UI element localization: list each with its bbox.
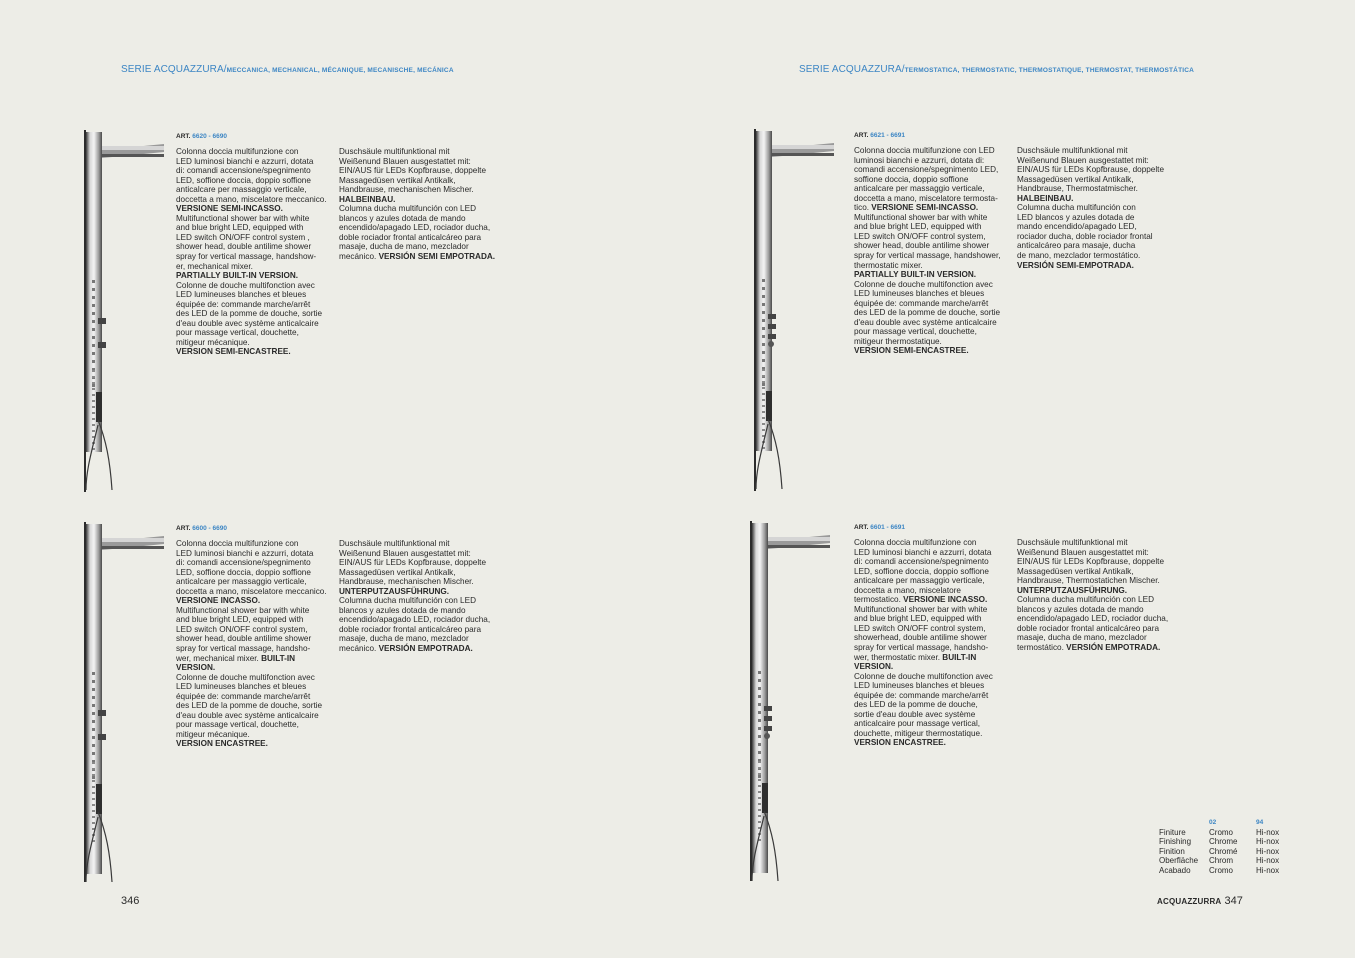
version-label: VERSIÓN EMPOTRADA. xyxy=(378,644,473,654)
page-header xyxy=(799,64,1194,75)
finish-label: Finition xyxy=(1159,846,1185,856)
finish-value: Cromo xyxy=(1209,827,1234,837)
shower-column-image xyxy=(84,522,174,887)
version-label: VERSION ENCASTREE. xyxy=(854,738,946,748)
product-block xyxy=(84,130,684,500)
art-code: 6621 - 6691 xyxy=(870,132,905,139)
art-code: 6600 - 6690 xyxy=(192,525,227,532)
finish-codes-row xyxy=(1159,818,1279,828)
series-subtitle: MECCANICA, MECHANICAL, MÉCANIQUE, MECANISCHE, MECÁNICA xyxy=(226,67,454,74)
description-column-1 xyxy=(176,539,336,749)
art-label: ART. xyxy=(854,524,869,531)
description-text: Colonne de douche multifonction avec LED lumineuses blanches et bleues équipée de: commande marche/arrêt des LED de la pomme de douche, sortie d'eau double avec système anticalcaire pour massage vertical, douchette, mitigeur mécanique. xyxy=(176,280,323,347)
finish-code: 02 xyxy=(1209,819,1217,826)
product-block xyxy=(84,522,684,892)
finish-label: Oberfläche xyxy=(1159,856,1199,866)
finish-row xyxy=(1159,847,1279,857)
series-subtitle: TERMOSTATICA, THERMOSTATIC, THERMOSTATIQUE, THERMOSTAT, THERMOSTÁTICA xyxy=(904,67,1195,74)
version-label: VERSIONE SEMI-INCASSO. xyxy=(871,203,979,213)
version-label: UNTERPUTZAUSFÜHRUNG. xyxy=(339,586,450,596)
page-footer xyxy=(1157,895,1243,907)
finish-row xyxy=(1159,837,1279,847)
version-label: VERSIÓN EMPOTRADA. xyxy=(1066,643,1161,653)
finish-label: Finiture xyxy=(1159,827,1186,837)
finish-row xyxy=(1159,856,1279,866)
description-text: Multifunctional shower bar with white and blue bright LED, equipped with LED switch ON/OFF control system, showerhead, double antilime shower spray for vertical massage, handsho- wer, thermostatic mixer. xyxy=(854,604,989,662)
description-text: Colonna doccia multifunzione con LED luminosi bianchi e azzurri, dotata di: comandi accensione/spegnimento LED, soffione doccia, doppio soffione anticalcare per massaggio verticale, doccetta a mano, miscelatore termostatico. xyxy=(854,538,992,605)
page-number: 347 xyxy=(1224,895,1243,907)
finish-value: Chromé xyxy=(1209,846,1238,856)
brand-name: ACQUAZZURRA xyxy=(1157,897,1222,906)
description-text: Duschsäule multifunktional mit Weißenund Blauen ausgestattet mit: EIN/AUS für LEDs Kopfbrause, doppelte Massagedüsen vertikal Antikalk, Handbrause, mechanischen Mischer. xyxy=(339,147,486,195)
art-label: ART. xyxy=(176,525,191,532)
description-text: Colonna doccia multifunzione con LED luminosi bianchi e azzurri, dotata di: comandi accensione/spegnimento LED, soffione doccia, doppio soffione anticalcare per massaggio verticale, doccetta a mano, miscelatore meccanico. xyxy=(176,539,327,596)
description-column-1 xyxy=(854,146,1019,356)
description-column-2 xyxy=(339,539,509,654)
version-label: VERSIONE SEMI-INCASSO. xyxy=(176,204,283,214)
article-number xyxy=(176,525,227,532)
description-text: Colonne de douche multifonction avec LED lumineuses blanches et bleues équipée de: commande marche/arrêt des LED de la pomme de douche, sortie d'eau double avec système anticalcaire pour massage vertical, douchette, mitigeur thermostatique. xyxy=(854,671,993,738)
page-number: 346 xyxy=(121,895,140,907)
finish-value: Cromo xyxy=(1209,865,1234,875)
version-label: HALBEINBAU. xyxy=(339,194,396,204)
version-label: BUILT-IN VERSION. xyxy=(854,652,977,672)
version-label: VERSIÓN SEMI-EMPOTRADA. xyxy=(1017,260,1134,270)
version-label: VERSION SEMI-ENCASTREE. xyxy=(176,347,291,357)
shower-column-image xyxy=(84,130,174,495)
right-page xyxy=(678,0,1355,958)
version-label: VERSION ENCASTREE. xyxy=(176,739,268,749)
description-text: Multifunctional shower bar with white and blue bright LED, equipped with LED switch ON/OFF control system, shower head, double antilime shower spray for vertical massage, handshower, thermostatic mixer. xyxy=(854,212,1001,270)
description-text: Colonna doccia multifunzione con LED luminosi bianchi e azzurri, dotata di: comandi accensione/spegnimento LED, soffione doccia, doppio soffione anticalcare per massaggio verticale, doccetta a mano, miscelatore meccanico. xyxy=(176,147,327,204)
art-code: 6620 - 6690 xyxy=(192,133,227,140)
finish-label: Finishing xyxy=(1159,837,1192,847)
product-block xyxy=(754,129,1354,499)
version-label: PARTIALLY BUILT-IN VERSION. xyxy=(176,271,299,281)
description-column-2 xyxy=(1017,538,1187,653)
version-label: HALBEINBAU. xyxy=(1017,193,1074,203)
finish-value: Hi-nox xyxy=(1256,846,1280,856)
art-label: ART. xyxy=(176,133,191,140)
finish-row xyxy=(1159,866,1279,876)
finish-label: Acabado xyxy=(1159,865,1191,875)
description-text: Multifunctional shower bar with white and blue bright LED, equipped with LED switch ON/OFF control system , shower head, double antilime shower spray for vertical massage, handshow- er, mechanical mixer. xyxy=(176,213,317,271)
series-title: SERIE ACQUAZZURA/ xyxy=(121,64,227,75)
finish-code: 94 xyxy=(1256,819,1264,826)
description-text: Duschsäule multifunktional mit Weißenund Blauen ausgestattet mit: EIN/AUS für LEDs Kopfbrause, doppelte Massagedüsen vertikal Antikalk, Handbrause, Thermostatmischer. xyxy=(1017,146,1164,194)
version-label: VERSIONE INCASSO. xyxy=(176,596,261,606)
description-text: Columna ducha multifunción con LED blancos y azules dotada de mando encendido/apagado LED, rociador ducha, doble rociador frontal anticalcáreo para masaje, ducha de mano, mezclador mecánico. xyxy=(339,204,491,262)
description-column-1 xyxy=(176,147,336,357)
version-label: VERSIÓN SEMI EMPOTRADA. xyxy=(378,252,496,262)
shower-column-image xyxy=(750,521,840,886)
finish-value: Chrome xyxy=(1209,837,1238,847)
description-text: Columna ducha multifunción con LED blancos y azules dotada de mando encendido/apagado LED, rociador ducha, doble rociador frontal anticalcáreo para masaje, ducha de mano, mezclador termostático. xyxy=(1017,595,1169,653)
page-header xyxy=(121,64,454,75)
version-label: PARTIALLY BUILT-IN VERSION. xyxy=(854,270,977,280)
version-label: VERSIONE INCASSO. xyxy=(903,595,988,605)
description-text: Colonne de douche multifonction avec LED lumineuses blanches et bleues équipée de: commande marche/arrêt des LED de la pomme de douche, sortie d'eau double avec système anticalcaire pour massage vertical, douchette, mitigeur mécanique. xyxy=(176,672,323,739)
description-text: Columna ducha multifunción con LED blancos y azules dotada de mando encendido/apagado LED, rociador ducha, doble rociador frontal anticalcáreo para masaje, ducha de mano, mezclador termostático. xyxy=(1017,203,1153,261)
left-page xyxy=(0,0,677,958)
description-column-2 xyxy=(339,147,509,262)
art-code: 6601 - 6691 xyxy=(870,524,905,531)
finish-value: Hi-nox xyxy=(1256,865,1280,875)
finish-value: Hi-nox xyxy=(1256,856,1280,866)
description-column-1 xyxy=(854,538,1019,748)
finish-value: Chrom xyxy=(1209,856,1234,866)
article-number xyxy=(854,132,905,139)
description-text: Duschsäule multifunktional mit Weißenund Blauen ausgestattet mit: EIN/AUS für LEDs Kopfbrause, doppelte Massagedüsen vertikal Antikalk, Handbrause, mechanischen Mischer. xyxy=(339,539,486,587)
version-label: BUILT-IN VERSION. xyxy=(176,653,296,673)
version-label: UNTERPUTZAUSFÜHRUNG. xyxy=(1017,585,1128,595)
version-label: VERSION SEMI-ENCASTREE. xyxy=(854,346,969,356)
finish-row xyxy=(1159,828,1279,838)
description-text: Columna ducha multifunción con LED blancos y azules dotada de mando encendido/apagado LED, rociador ducha, doble rociador frontal anticalcáreo para masaje, ducha de mano, mezclador mecánico. xyxy=(339,596,491,654)
description-text: Duschsäule multifunktional mit Weißenund Blauen ausgestattet mit: EIN/AUS für LEDs Kopfbrause, doppelte Massagedüsen vertikal Antikalk, Handbrause, Thermostatichen Mischer. xyxy=(1017,538,1164,586)
description-column-2 xyxy=(1017,146,1187,270)
art-label: ART. xyxy=(854,132,869,139)
shower-column-image xyxy=(754,129,844,494)
description-text: Multifunctional shower bar with white and blue bright LED, equipped with LED switch ON/OFF control system, shower head, double antilime shower spray for vertical massage, handsho- wer, mechanical mixer. xyxy=(176,605,312,663)
article-number xyxy=(854,524,905,531)
finish-value: Hi-nox xyxy=(1256,827,1280,837)
series-title: SERIE ACQUAZZURA/ xyxy=(799,64,905,75)
description-text: Colonna doccia multifunzione con LED luminosi bianchi e azzurri, dotata di: comandi accensione/spegnimento LED, soffione doccia, doppio soffione anticalcare per massaggio verticale, doccetta a mano, miscelatore termosta- tico. xyxy=(854,146,999,213)
finish-table xyxy=(1159,818,1279,876)
finish-value: Hi-nox xyxy=(1256,837,1280,847)
description-text: Colonne de douche multifonction avec LED lumineuses blanches et bleues équipée de: commande marche/arrêt des LED de la pomme de douche, sortie d'eau double avec système anticalcaire pour massage vertical, douchette, mitigeur thermostatique. xyxy=(854,279,1001,346)
article-number xyxy=(176,133,227,140)
